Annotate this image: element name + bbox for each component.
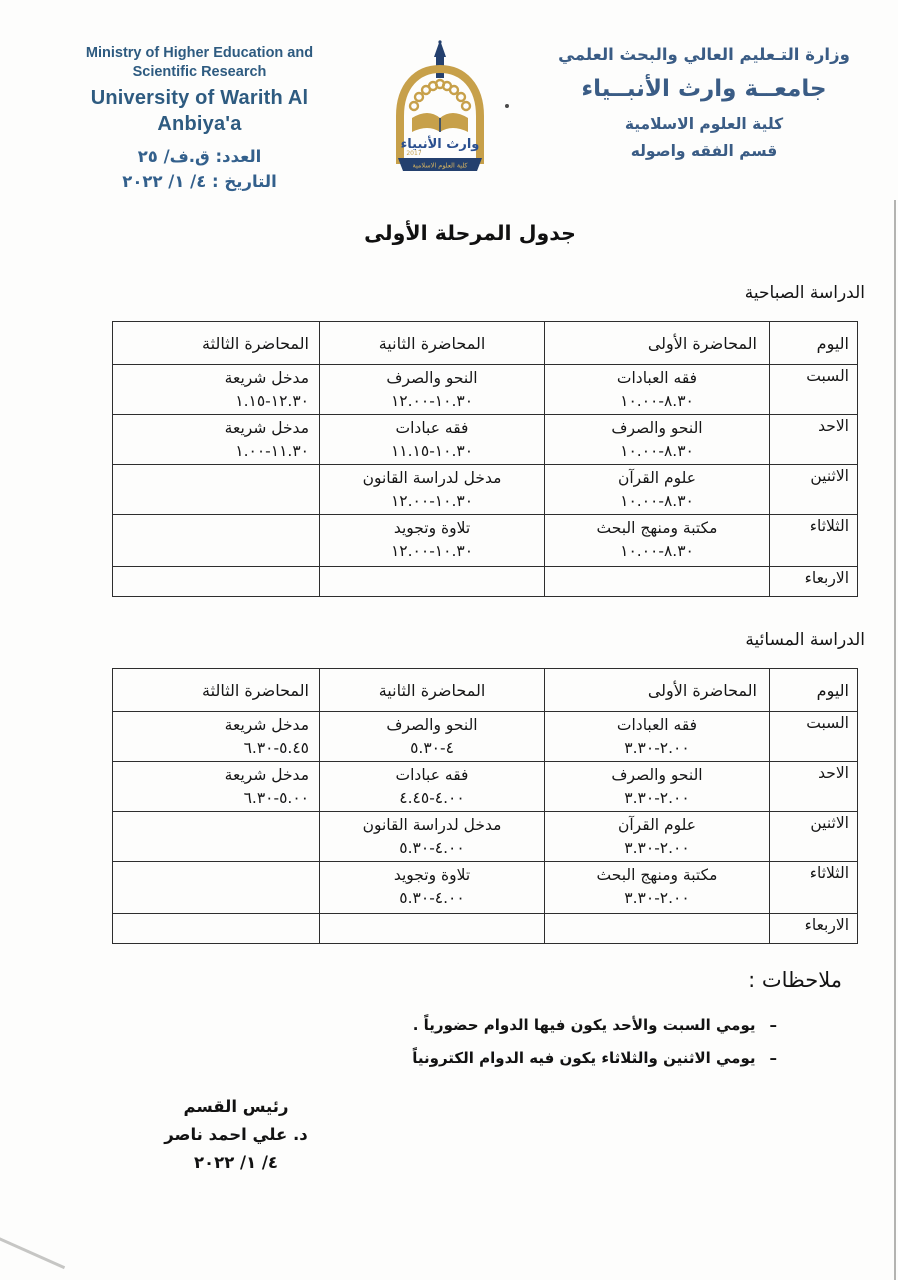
day-cell: الثلاثاء (770, 515, 858, 567)
notes-heading: ملاحظات : (748, 968, 842, 992)
signature-block (138, 1093, 334, 1177)
logo-year: 2017 (406, 150, 422, 157)
lecture-cell (113, 762, 320, 812)
section-label-morning: الدراسة الصباحية (744, 283, 865, 303)
day-cell: السبت (770, 712, 858, 762)
table-row (113, 812, 858, 862)
table-body (113, 712, 858, 944)
table-row (113, 465, 858, 515)
table-row (113, 762, 858, 812)
document-date: التاريخ : ٤/ ١/ ٢٠٢٢ (122, 172, 277, 191)
table-row (113, 567, 858, 597)
course-name: مدخل لدراسة القانون (362, 816, 502, 834)
course-time: ١١.٣٠-١.٠٠ (235, 442, 309, 460)
lecture-cell (113, 465, 320, 515)
table-row (113, 712, 858, 762)
course-name: مدخل شريعة (224, 766, 309, 784)
scan-artifact-edge (894, 200, 896, 1280)
lecture-cell (545, 862, 770, 914)
lecture-cell (320, 862, 545, 914)
lecture-cell (113, 567, 320, 597)
lecture-cell (113, 712, 320, 762)
course-name: فقه العبادات (616, 369, 698, 387)
course-name: تلاوة وتجويد (393, 519, 471, 537)
course-name: مدخل شريعة (224, 369, 309, 387)
letterhead-right (530, 42, 878, 163)
table-row (113, 515, 858, 567)
lecture-cell (320, 415, 545, 465)
lecture-cell (113, 812, 320, 862)
lecture-cell (545, 465, 770, 515)
letterhead-left (52, 44, 347, 194)
column-header-day: اليوم (770, 669, 858, 712)
signature-name: د. علي احمد ناصر (164, 1125, 308, 1144)
lecture-cell (545, 812, 770, 862)
course-time: ١٠.٣٠-١٢.٠٠ (390, 542, 474, 560)
course-time: ٤.٠٠-٥.٣٠ (399, 839, 465, 857)
day-cell: الاحد (770, 762, 858, 812)
course-time: ١٢.٣٠-١.١٥ (235, 392, 309, 410)
course-name: مدخل شريعة (224, 419, 309, 437)
lecture-cell (545, 567, 770, 597)
lecture-cell (545, 762, 770, 812)
course-time: ٨.٣٠-١٠.٠٠ (620, 492, 694, 510)
column-header-lecture-1: المحاضرة الأولى (545, 322, 770, 365)
scan-artifact-dot (505, 104, 509, 108)
ministry-name-en-line2: Scientific Research (132, 64, 267, 80)
course-name: النحو والصرف (611, 419, 703, 437)
course-name: تلاوة وتجويد (393, 866, 471, 884)
course-time: ٤.٠٠-٥.٣٠ (399, 889, 465, 907)
lecture-cell (320, 465, 545, 515)
note-item (412, 1046, 777, 1071)
ministry-name-ar: وزارة التـعليم العالي والبحث العلمي (558, 45, 850, 64)
course-name: فقه العبادات (616, 716, 698, 734)
signature-title: رئيس القسم (183, 1097, 289, 1116)
course-name: علوم القرآن (617, 816, 697, 834)
document-title: جدول المرحلة الأولى (364, 221, 576, 245)
header-row (113, 669, 858, 712)
university-emblem-graphic (384, 40, 496, 176)
course-time: ١٠.٣٠-١٢.٠٠ (390, 492, 474, 510)
course-name: علوم القرآن (617, 469, 697, 487)
dash-bullet: – (769, 1016, 777, 1034)
column-header-lecture-2: المحاضرة الثانية (320, 322, 545, 365)
lecture-cell (113, 914, 320, 944)
course-time: ٨.٣٠-١٠.٠٠ (620, 392, 694, 410)
course-name: فقه عبادات (395, 766, 469, 784)
table-row (113, 415, 858, 465)
course-time: ١٠.٣٠-١٢.٠٠ (390, 392, 474, 410)
table-body (113, 365, 858, 597)
course-name: النحو والصرف (386, 716, 478, 734)
course-time: ٢.٠٠-٣.٣٠ (624, 739, 690, 757)
course-name: فقه عبادات (395, 419, 469, 437)
header-row (113, 322, 858, 365)
lecture-cell (545, 515, 770, 567)
dash-bullet: – (769, 1049, 777, 1067)
course-time: ٥.٤٥-٦.٣٠ (243, 739, 309, 757)
table-header (113, 669, 858, 712)
university-name-en: University of Warith Al Anbiya'a (90, 87, 309, 135)
course-time: ٤-٥.٣٠ (410, 739, 454, 757)
course-time: ٥.٠٠-٦.٣٠ (243, 789, 309, 807)
university-name-ar: جامعــة وارث الأنبــياء (581, 76, 827, 102)
lecture-cell (545, 712, 770, 762)
notes-list (412, 1013, 777, 1079)
course-time: ٢.٠٠-٣.٣٠ (624, 889, 690, 907)
column-header-day: اليوم (770, 322, 858, 365)
logo-calligraphy: وارث الأنبياء (400, 137, 480, 152)
evening-schedule-table (112, 668, 858, 944)
lecture-cell (113, 415, 320, 465)
lecture-cell (320, 515, 545, 567)
course-name: النحو والصرف (611, 766, 703, 784)
day-cell: الاربعاء (770, 914, 858, 944)
course-time: ٨.٣٠-١٠.٠٠ (620, 442, 694, 460)
lecture-cell (320, 762, 545, 812)
lecture-cell (320, 365, 545, 415)
lecture-cell (320, 712, 545, 762)
lecture-cell (545, 365, 770, 415)
lecture-cell (545, 415, 770, 465)
course-name: النحو والصرف (386, 369, 478, 387)
department-name-ar: قسم الفقه واصوله (630, 142, 778, 160)
column-header-lecture-3: المحاضرة الثالثة (113, 322, 320, 365)
lecture-cell (113, 862, 320, 914)
section-label-evening: الدراسة المسائية (745, 630, 865, 650)
course-name: مدخل شريعة (224, 716, 309, 734)
day-cell: السبت (770, 365, 858, 415)
column-header-lecture-1: المحاضرة الأولى (545, 669, 770, 712)
signature-date: ٤/ ١/ ٢٠٢٢ (193, 1153, 278, 1172)
document-number: العدد: ق.ف/ ٢٥ (137, 147, 262, 166)
course-time: ٢.٠٠-٣.٣٠ (624, 789, 690, 807)
column-header-lecture-3: المحاضرة الثالثة (113, 669, 320, 712)
logo-banner-text: كلية العلوم الاسلامية (412, 161, 468, 170)
course-name: مدخل لدراسة القانون (362, 469, 502, 487)
note-item (412, 1013, 777, 1038)
day-cell: الاربعاء (770, 567, 858, 597)
day-cell: الاثنين (770, 812, 858, 862)
scan-artifact-corner (0, 1234, 65, 1269)
course-name: مكتبة ومنهج البحث (596, 519, 718, 537)
course-time: ٤.٠٠-٤.٤٥ (399, 789, 465, 807)
lecture-cell (320, 812, 545, 862)
course-name: مكتبة ومنهج البحث (596, 866, 718, 884)
ministry-name-en-line1: Ministry of Higher Education and (85, 45, 314, 61)
morning-schedule-table (112, 321, 858, 597)
college-name-ar: كلية العلوم الاسلامية (624, 115, 784, 133)
note-text: يومي السبت والأحد يكون فيها الدوام حضورياً . (412, 1016, 756, 1034)
lecture-cell (320, 914, 545, 944)
course-time: ١٠.٣٠-١١.١٥ (390, 442, 474, 460)
lecture-cell (545, 914, 770, 944)
lecture-cell (113, 515, 320, 567)
university-logo (384, 40, 496, 176)
note-text: يومي الاثنين والثلاثاء يكون فيه الدوام الكترونياً (412, 1049, 756, 1067)
column-header-lecture-2: المحاضرة الثانية (320, 669, 545, 712)
table-row (113, 365, 858, 415)
lecture-cell (113, 365, 320, 415)
table-row (113, 862, 858, 914)
course-time: ٢.٠٠-٣.٣٠ (624, 839, 690, 857)
day-cell: الاثنين (770, 465, 858, 515)
table-header (113, 322, 858, 365)
table-row (113, 914, 858, 944)
day-cell: الاحد (770, 415, 858, 465)
day-cell: الثلاثاء (770, 862, 858, 914)
course-time: ٨.٣٠-١٠.٠٠ (620, 542, 694, 560)
lecture-cell (320, 567, 545, 597)
